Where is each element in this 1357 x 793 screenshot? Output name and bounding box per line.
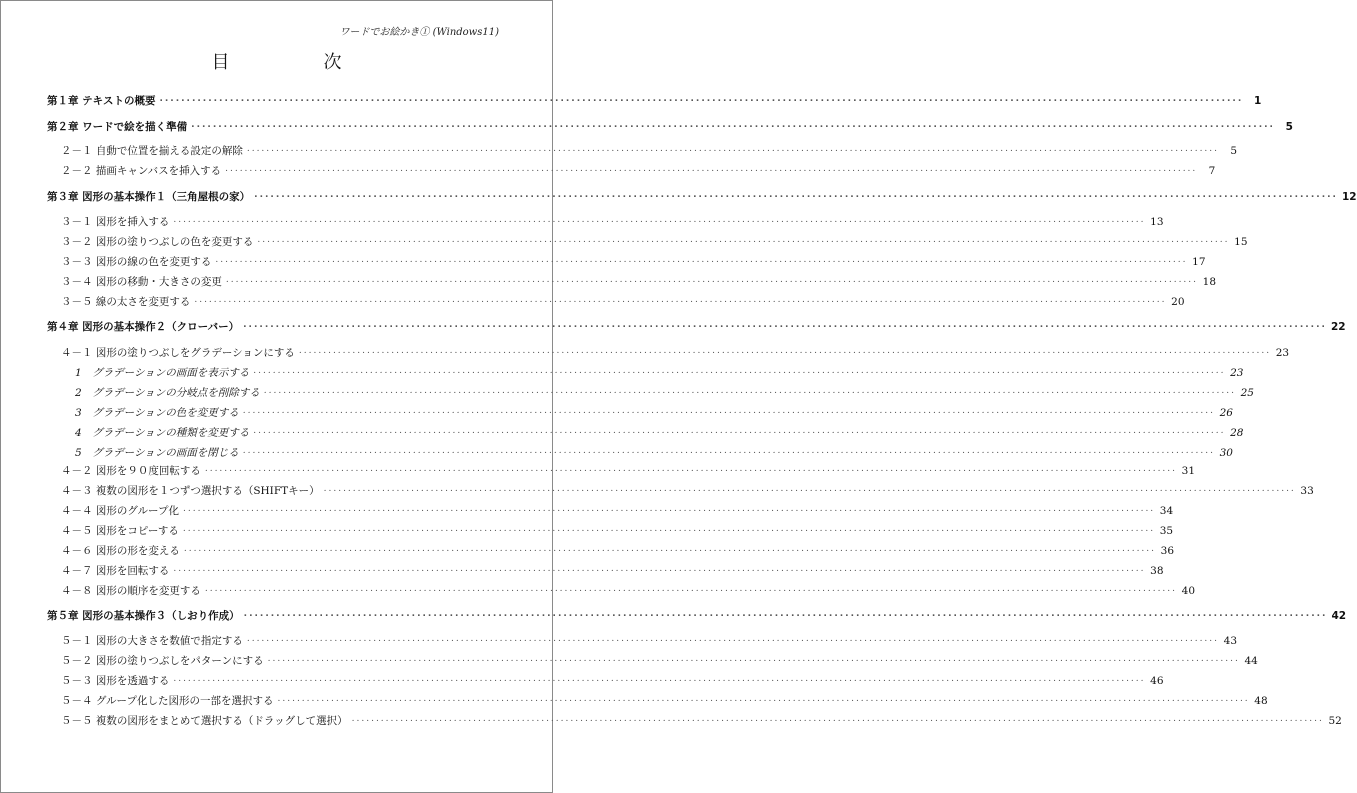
toc-page-number: 34 [1159, 505, 1174, 517]
toc-entry-label: 5 グラデーションの画面を閉じる [75, 447, 239, 459]
toc-page-number: 5 [1285, 121, 1293, 133]
toc-page-number: 30 [1219, 447, 1233, 459]
dot-leader: ........................................................................................................................................................................................................ [204, 464, 1178, 474]
toc-section-entry [75, 365, 1244, 380]
toc-page-number: 22 [1330, 321, 1346, 333]
toc-section-entry [61, 214, 1164, 229]
toc-section-entry [75, 425, 1244, 440]
toc-page-number: 42 [1331, 610, 1347, 622]
toc-section-entry [61, 673, 1164, 688]
dot-leader: ........................................................................................................................................................................................................ [277, 694, 1250, 704]
toc-section-entry [75, 445, 1233, 460]
toc-entry-label: ４－２ 図形を９０度回転する [61, 465, 201, 477]
toc-entry-label: 第３章 図形の基本操作１（三角屋根の家） [47, 191, 251, 203]
toc-page-number: 25 [1240, 387, 1254, 399]
dot-leader: ........................................................................................................................................................................................................ [253, 426, 1226, 436]
dot-leader: ........................................................................................................................................................................................................ [159, 94, 1244, 104]
toc-page-number: 20 [1171, 296, 1185, 308]
toc-entry-label: ５－４ グループ化した図形の一部を選択する [61, 695, 274, 707]
dot-leader: ........................................................................................................................................................................................................ [351, 714, 1324, 724]
toc-section-entry [61, 483, 1314, 498]
toc-entry-label: 3 グラデーションの色を変更する [75, 407, 239, 419]
dot-leader: ........................................................................................................................................................................................................ [243, 609, 1328, 619]
toc-page-number: 38 [1150, 565, 1164, 577]
toc-chapter-entry [47, 319, 1346, 334]
toc-section-entry [61, 693, 1268, 708]
toc-section-entry [61, 234, 1248, 249]
toc-page-number: 33 [1300, 485, 1314, 497]
toc-page-number: 12 [1341, 191, 1357, 203]
toc-section-entry [61, 543, 1175, 558]
toc-page-number: 18 [1202, 276, 1217, 288]
dot-leader: ........................................................................................................................................................................................................ [182, 524, 1156, 534]
page-header: ワードでお絵かき① (Windows11) [339, 27, 499, 38]
toc-section-entry [61, 345, 1290, 360]
dot-leader: ........................................................................................................................................................................................................ [267, 654, 1240, 664]
toc-section-entry [61, 523, 1174, 538]
toc-section-entry [61, 463, 1196, 478]
toc-section-entry [75, 385, 1254, 400]
toc-page-number: 46 [1150, 675, 1164, 687]
toc-entry-label: ５－５ 複数の図形をまとめて選択する（ドラッグして選択） [61, 715, 348, 727]
toc-page-number: 43 [1223, 635, 1238, 647]
dot-leader: ........................................................................................................................................................................................................ [183, 504, 1156, 514]
toc-chapter-entry [47, 189, 1357, 204]
toc-entry-label: ４－７ 図形を回転する [61, 565, 170, 577]
dot-leader: ........................................................................................................................................................................................................ [191, 120, 1275, 130]
toc-entry-label: ５－２ 図形の塗りつぶしをパターンにする [61, 655, 264, 667]
dot-leader: ........................................................................................................................................................................................................ [246, 144, 1220, 154]
toc-page-number: 52 [1328, 715, 1342, 727]
toc-page-number: 1 [1253, 95, 1262, 107]
dot-leader: ........................................................................................................................................................................................................ [246, 634, 1220, 644]
toc-section-entry [61, 583, 1196, 598]
toc-chapter-entry [47, 119, 1293, 134]
dot-leader: ........................................................................................................................................................................................................ [263, 386, 1236, 396]
toc-entry-label: ４－５ 図形をコピーする [61, 525, 179, 537]
toc-section-entry [61, 274, 1217, 289]
toc-page-number: 23 [1275, 347, 1290, 359]
dot-leader: ........................................................................................................................................................................................................ [298, 346, 1272, 356]
dot-leader: ........................................................................................................................................................................................................ [225, 275, 1199, 285]
toc-page-number: 7 [1208, 165, 1216, 177]
toc-page-number: 26 [1219, 407, 1233, 419]
toc-entry-label: ３－３ 図形の線の色を変更する [61, 256, 212, 268]
toc-section-entry [61, 294, 1185, 309]
toc-entry-label: 第４章 図形の基本操作２（クローバー） [47, 321, 240, 333]
dot-leader: ........................................................................................................................................................................................................ [242, 446, 1215, 456]
toc-page-number: 15 [1234, 236, 1248, 248]
dot-leader: ........................................................................................................................................................................................................ [173, 564, 1146, 574]
dot-leader: ........................................................................................................................................................................................................ [215, 255, 1188, 265]
toc-entry-label: ４－８ 図形の順序を変更する [61, 585, 201, 597]
toc-page-number: 44 [1244, 655, 1258, 667]
toc-entry-label: ４－３ 複数の図形を１つずつ選択する（SHIFTキー） [61, 485, 320, 497]
toc-page-number: 13 [1150, 216, 1164, 228]
dot-leader: ........................................................................................................................................................................................................ [204, 584, 1178, 594]
dot-leader: ........................................................................................................................................................................................................ [243, 320, 1327, 330]
toc-page-number: 40 [1181, 585, 1196, 597]
toc-entry-label: ２－２ 描画キャンバスを挿入する [61, 165, 222, 177]
toc-entry-label: 第２章 ワードで絵を描く準備 [47, 121, 188, 133]
toc-page-number: 36 [1160, 545, 1175, 557]
toc-page-number: 28 [1230, 427, 1244, 439]
toc-section-entry [61, 503, 1174, 518]
toc-entry-label: ５－１ 図形の大きさを数値で指定する [61, 635, 243, 647]
dot-leader: ........................................................................................................................................................................................................ [242, 406, 1215, 416]
dot-leader: ........................................................................................................................................................................................................ [323, 484, 1296, 494]
toc-entry-label: 1 グラデーションの画面を表示する [75, 367, 250, 379]
toc-page-number: 31 [1181, 465, 1196, 477]
toc-entry-label: ４－４ 図形のグループ化 [61, 505, 179, 517]
dot-leader: ........................................................................................................................................................................................................ [183, 544, 1157, 554]
dot-leader: ........................................................................................................................................................................................................ [194, 295, 1167, 305]
toc-page-number: 5 [1230, 145, 1238, 157]
toc-entry-label: ３－２ 図形の塗りつぶしの色を変更する [61, 236, 254, 248]
dot-leader: ........................................................................................................................................................................................................ [257, 235, 1230, 245]
toc-chapter-entry [47, 608, 1347, 623]
toc-entry-label: 2 グラデーションの分岐点を削除する [75, 387, 260, 399]
toc-page-number: 23 [1230, 367, 1244, 379]
dot-leader: ........................................................................................................................................................................................................ [173, 674, 1146, 684]
toc-section-entry [61, 563, 1164, 578]
toc-entry-label: 4 グラデーションの種類を変更する [75, 427, 250, 439]
toc-section-entry [75, 405, 1233, 420]
toc-entry-label: ５－３ 図形を透過する [61, 675, 170, 687]
toc-page-number: 17 [1192, 256, 1206, 268]
toc-page-number: 48 [1254, 695, 1268, 707]
toc-entry-label: ４－１ 図形の塗りつぶしをグラデーションにする [61, 347, 295, 359]
toc-entry-label: ３－４ 図形の移動・大きさの変更 [61, 276, 222, 288]
toc-section-entry [61, 713, 1342, 728]
toc-section-entry [61, 254, 1206, 269]
toc-entry-label: ３－５ 線の太さを変更する [61, 296, 191, 308]
toc-entry-label: ２－１ 自動で位置を揃える設定の解除 [61, 145, 243, 157]
toc-section-entry [61, 653, 1258, 668]
toc-section-entry [61, 163, 1216, 178]
dot-leader: ........................................................................................................................................................................................................ [253, 366, 1226, 376]
toc-title: 目 次 [211, 52, 380, 73]
toc-entry-label: 第５章 図形の基本操作３（しおり作成） [47, 610, 240, 622]
toc-chapter-entry [47, 93, 1262, 108]
dot-leader: ........................................................................................................................................................................................................ [225, 164, 1198, 174]
dot-leader: ........................................................................................................................................................................................................ [173, 215, 1146, 225]
toc-page-number: 35 [1159, 525, 1174, 537]
toc-section-entry [61, 143, 1238, 158]
toc-entry-label: 第１章 テキストの概要 [47, 95, 156, 107]
toc-section-entry [61, 633, 1238, 648]
toc-entry-label: ３－１ 図形を挿入する [61, 216, 170, 228]
toc-entry-label: ４－６ 図形の形を変える [61, 545, 180, 557]
dot-leader: ........................................................................................................................................................................................................ [254, 190, 1338, 200]
